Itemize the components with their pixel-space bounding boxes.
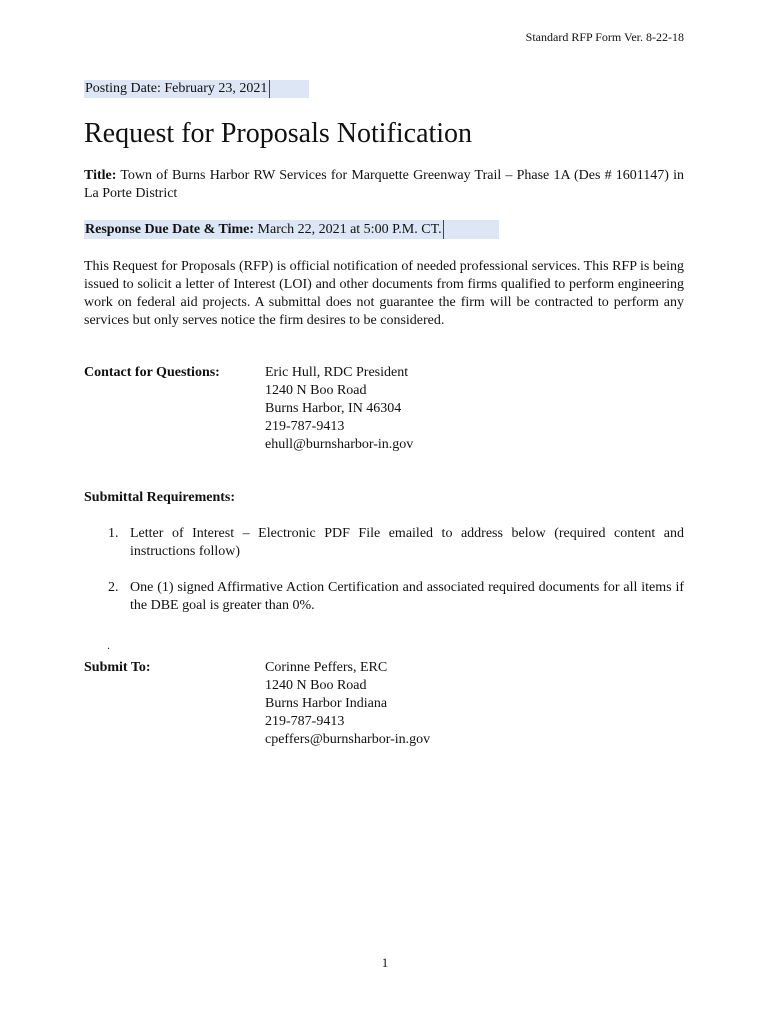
posting-date: Posting Date: February 23, 2021: [85, 80, 270, 98]
contact-address: [265, 364, 413, 454]
page-number: 1: [381, 955, 389, 970]
stray-mark: .: [107, 638, 110, 652]
submit-to-name: Corinne Peffers, ERC: [265, 660, 388, 675]
list-item: [84, 525, 684, 561]
submit-to-street: 1240 N Boo Road: [265, 678, 367, 693]
contact-city: Burns Harbor, IN 46304: [265, 401, 402, 416]
form-version: Standard RFP Form Ver. 8-22-18: [525, 30, 684, 44]
submit-to-city: Burns Harbor Indiana: [265, 696, 388, 711]
list-text: Letter of Interest – Electronic PDF File emailed to address below (required content and instructions follow): [130, 526, 684, 559]
contact-name: Eric Hull, RDC President: [265, 365, 409, 380]
title-text: Town of Burns Harbor RW Services for Marquette Greenway Trail – Phase 1A (Des # 1601147) in La Porte District: [84, 168, 684, 201]
page-title: Request for Proposals Notification: [84, 118, 473, 149]
submit-to-address: [265, 659, 430, 749]
contact-email: ehull@burnsharbor-in.gov: [265, 437, 414, 452]
rfp-description: This Request for Proposals (RFP) is official notification of needed professional services. This RFP is being issued to solicit a letter of Interest (LOI) and other documents from firms qualified to perform engineering work on federal aid projects. A submittal does not guarantee the firm will be contracted to perform any services but only serves notice the firm desires to be considered.: [84, 259, 684, 328]
list-item: [84, 579, 684, 615]
response-due-field[interactable]: [84, 220, 499, 239]
submittal-list: [84, 525, 684, 615]
contact-label: Contact for Questions:: [84, 365, 220, 380]
submit-to-phone: 219-787-9413: [265, 714, 345, 729]
response-due-text: March 22, 2021 at 5:00 P.M. CT.: [257, 222, 442, 237]
submit-to-label: Submit To:: [84, 660, 151, 675]
list-number: 2.: [108, 580, 119, 595]
contact-street: 1240 N Boo Road: [265, 383, 367, 398]
submit-to-email: cpeffers@burnsharbor-in.gov: [265, 732, 431, 747]
response-due: [85, 220, 444, 239]
title-label: Title:: [84, 168, 117, 183]
posting-date-field[interactable]: [84, 80, 309, 98]
rfp-title: [84, 167, 684, 203]
list-text: One (1) signed Affirmative Action Certification and associated required documents for all items if the DBE goal is greater than 0%.: [130, 580, 684, 613]
contact-phone: 219-787-9413: [265, 419, 345, 434]
list-number: 1.: [108, 526, 119, 541]
submittal-label: Submittal Requirements:: [84, 490, 236, 505]
response-due-label: Response Due Date & Time:: [85, 222, 255, 237]
